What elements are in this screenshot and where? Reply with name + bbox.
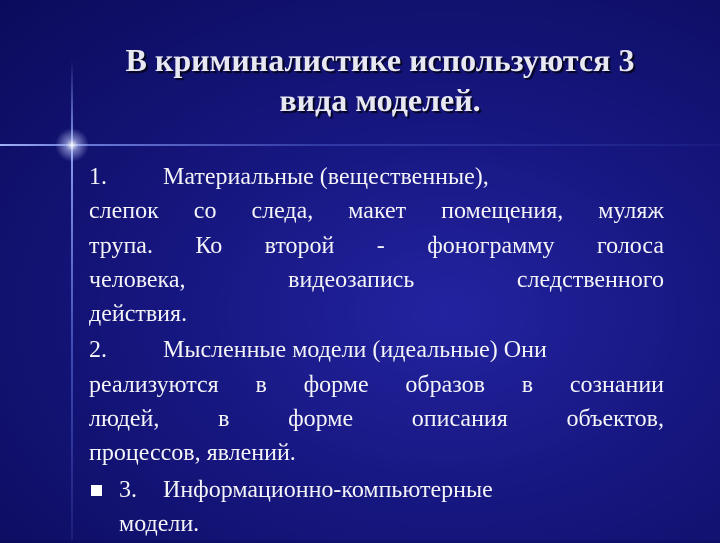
- decorative-star-glow-icon: [55, 128, 89, 162]
- item1-line-4: человека, видеозапись следственного: [89, 266, 664, 293]
- title-line-2: вида моделей.: [279, 82, 481, 118]
- item3-line-1: Информационно-компьютерные: [163, 476, 493, 503]
- item2-line-3: людей, в форме описания объектов,: [89, 406, 664, 433]
- slide-title: [80, 40, 680, 120]
- item3-first-line: [119, 473, 664, 507]
- slide-body: [89, 160, 664, 543]
- item2-number: 2.: [89, 337, 107, 364]
- list-item-2: [89, 333, 664, 470]
- square-bullet-icon: [91, 485, 102, 496]
- item1-first-line: [89, 160, 664, 194]
- item2-line-2: реализуются в форме образов в сознании: [89, 371, 664, 398]
- list-item-3: [89, 473, 664, 542]
- title-line-1: В криминалистике используются 3: [125, 42, 635, 78]
- item1-number: 1.: [89, 164, 107, 190]
- item1-line-2: слепок со следа, макет помещения, муляж: [89, 198, 664, 225]
- item3-number: 3.: [119, 476, 137, 503]
- item1-line-3: трупа. Ко второй - фонограмму голоса: [89, 232, 664, 259]
- item2-line-1: Мысленные модели (идеальные) Они: [163, 337, 547, 364]
- list-item-1: [89, 160, 664, 331]
- item2-first-line: [89, 333, 664, 367]
- item1-line-5: действия.: [89, 301, 188, 328]
- item3-line-2: модели.: [119, 510, 200, 537]
- decorative-horizontal-line: [0, 144, 720, 146]
- item2-line-4: процессов, явлений.: [89, 440, 296, 467]
- item1-line-1: Материальные (вещественные),: [163, 164, 489, 190]
